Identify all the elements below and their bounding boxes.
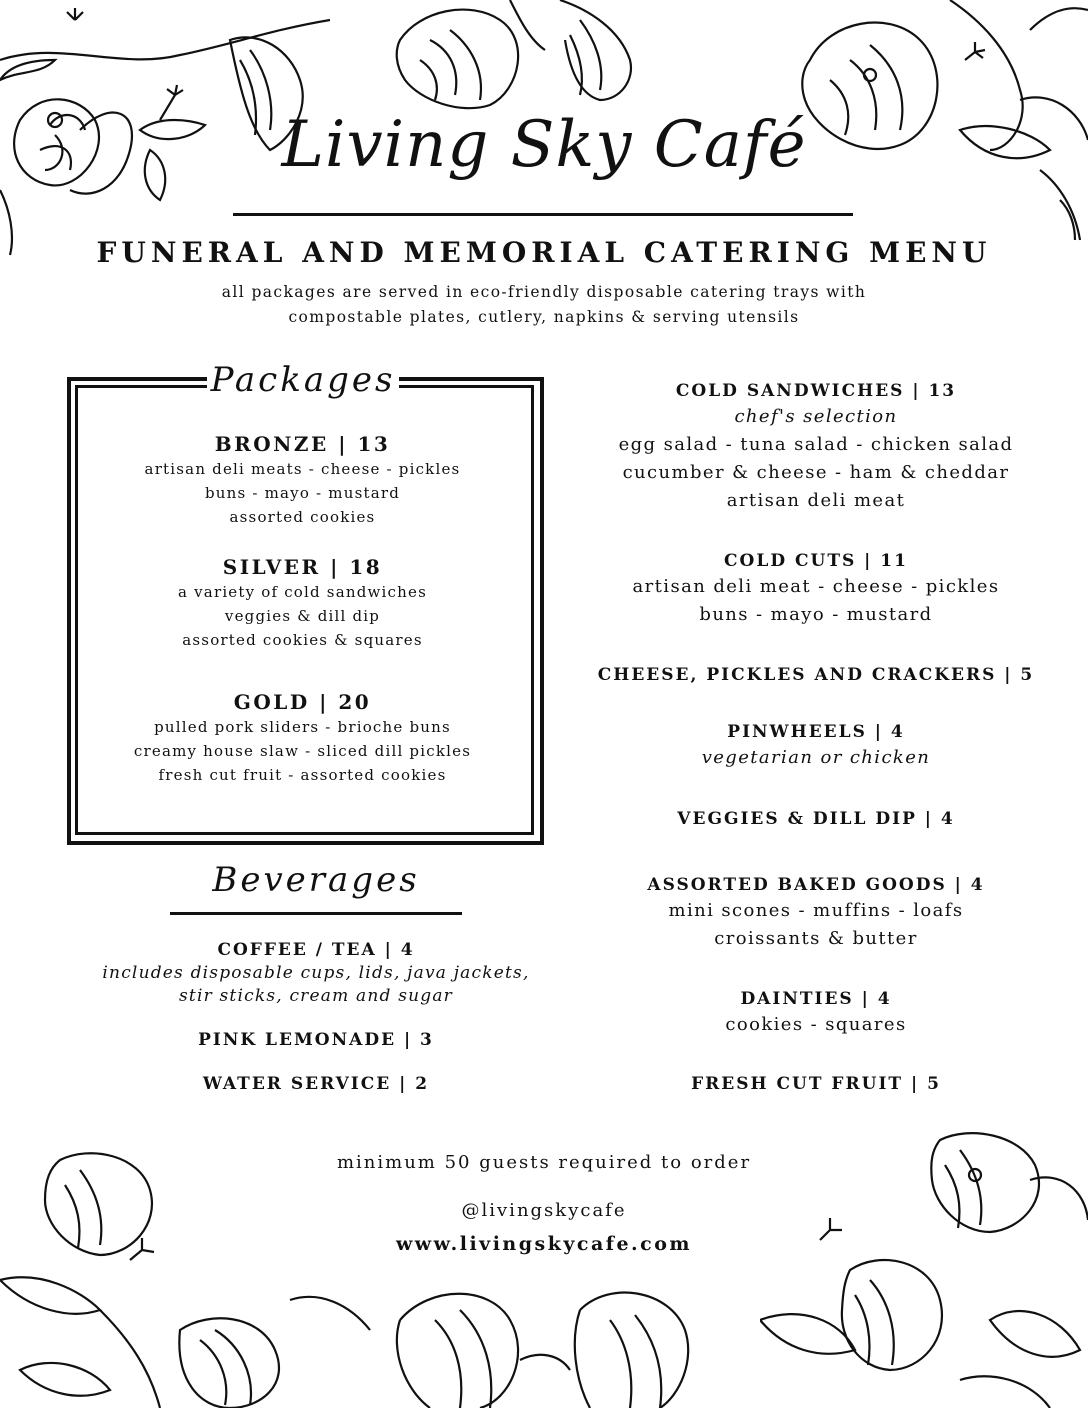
- menu-item-line: croissants & butter: [714, 928, 918, 949]
- menu-item-cold-sandwiches: [596, 379, 1036, 515]
- floral-decoration-top-center-icon: [380, 0, 660, 120]
- package-gold: [80, 689, 525, 787]
- package-line: assorted cookies & squares: [182, 631, 423, 649]
- menu-item-line: buns - mayo - mustard: [699, 604, 933, 625]
- package-line: fresh cut fruit - assorted cookies: [158, 766, 447, 784]
- beverage-note: includes disposable cups, lids, java jackets,: [102, 963, 530, 983]
- beverages-divider: [170, 912, 462, 915]
- package-name: SILVER | 18: [222, 555, 383, 579]
- beverage-pink-lemonade: PINK LEMONADE | 3: [198, 1030, 434, 1050]
- menu-item-line: artisan deli meat - cheese - pickles: [632, 576, 1000, 597]
- beverage-name: COFFEE / TEA | 4: [217, 940, 415, 960]
- menu-item-line: egg salad - tuna salad - chicken salad: [618, 434, 1014, 455]
- floral-decoration-bottom-center-icon: [380, 1260, 700, 1408]
- package-line: veggies & dill dip: [224, 607, 381, 625]
- menu-item-line: mini scones - muffins - loafs: [668, 900, 964, 921]
- package-line: a variety of cold sandwiches: [178, 583, 427, 601]
- menu-item-note: vegetarian or chicken: [701, 747, 931, 768]
- package-line: artisan deli meats - cheese - pickles: [144, 460, 461, 478]
- menu-item-cheese-pickles-crackers: CHEESE, PICKLES AND CRACKERS | 5: [597, 665, 1035, 685]
- menu-subtitle: [0, 280, 1088, 330]
- floral-decoration-bottom-left-icon: [0, 1140, 380, 1408]
- menu-item-dainties: [596, 987, 1036, 1039]
- menu-item-note: chef's selection: [734, 406, 898, 427]
- beverages-heading: Beverages: [212, 860, 420, 900]
- title-divider: [233, 213, 853, 216]
- menu-item-assorted-baked-goods: [596, 873, 1036, 953]
- package-bronze: [80, 431, 525, 529]
- menu-item-line: cucumber & cheese - ham & cheddar: [622, 462, 1010, 483]
- subtitle-line: compostable plates, cutlery, napkins & serving utensils: [288, 308, 800, 326]
- menu-item-name: COLD SANDWICHES | 13: [675, 381, 957, 401]
- menu-title: FUNERAL AND MEMORIAL CATERING MENU: [96, 236, 992, 269]
- beverage-coffee-tea: [60, 938, 572, 1008]
- package-line: creamy house slaw - sliced dill pickles: [133, 742, 472, 760]
- packages-heading: Packages: [210, 360, 396, 400]
- menu-item-name: COLD CUTS | 11: [724, 551, 908, 571]
- minimum-guests-note: minimum 50 guests required to order: [336, 1152, 752, 1173]
- menu-item-veggies-dill-dip: VEGGIES & DILL DIP | 4: [677, 809, 955, 829]
- package-line: buns - mayo - mustard: [204, 484, 401, 502]
- social-handle[interactable]: @livingskycafe: [461, 1200, 627, 1221]
- package-name: BRONZE | 13: [214, 432, 391, 456]
- menu-item-cold-cuts: [596, 549, 1036, 629]
- package-line: assorted cookies: [229, 508, 376, 526]
- package-silver: [80, 554, 525, 652]
- beverage-note: stir sticks, cream and sugar: [178, 986, 454, 1006]
- package-name: GOLD | 20: [233, 690, 372, 714]
- menu-item-line: cookies - squares: [725, 1014, 907, 1035]
- subtitle-line: all packages are served in eco-friendly disposable catering trays with: [221, 283, 867, 301]
- package-line: pulled pork sliders - brioche buns: [154, 718, 451, 736]
- menu-item-name: PINWHEELS | 4: [727, 722, 905, 742]
- menu-item-pinwheels: [596, 720, 1036, 772]
- beverage-water-service: WATER SERVICE | 2: [202, 1074, 430, 1094]
- menu-item-fresh-cut-fruit: FRESH CUT FRUIT | 5: [691, 1074, 941, 1094]
- website-link[interactable]: www.livingskycafe.com: [395, 1233, 693, 1255]
- menu-item-name: DAINTIES | 4: [740, 989, 892, 1009]
- cafe-name-title: Living Sky Café: [281, 108, 807, 182]
- menu-item-line: artisan deli meat: [726, 490, 906, 511]
- menu-item-name: ASSORTED BAKED GOODS | 4: [647, 875, 985, 895]
